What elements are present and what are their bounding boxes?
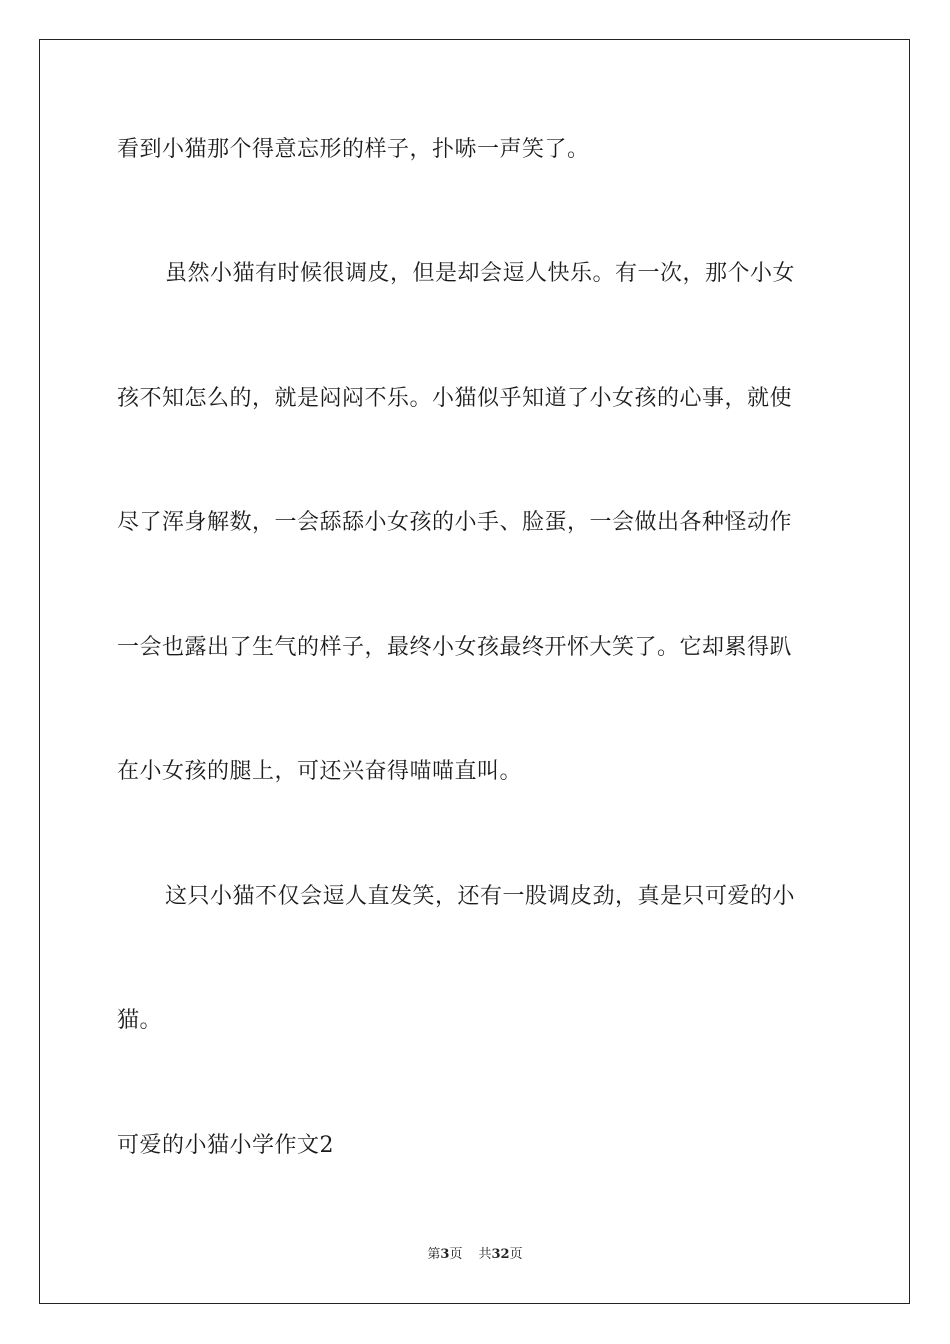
page-label-suffix: 页 [449, 1247, 463, 1262]
body-line-4: 尽了浑身解数，一会舔舔小女孩的小手、脸蛋，一会做出各种怪动作 [117, 510, 793, 535]
body-line-1: 看到小猫那个得意忘形的样子，扑哧一声笑了。 [117, 137, 590, 162]
body-line-7: 这只小猫不仅会逗人直发笑，还有一股调皮劲，真是只可爱的小 [165, 884, 796, 909]
body-line-2: 虽然小猫有时候很调皮，但是却会逗人快乐。有一次，那个小女 [165, 261, 796, 286]
current-page-number: 3 [440, 1247, 450, 1262]
total-page-number: 32 [491, 1247, 510, 1262]
total-label-suffix: 页 [509, 1247, 523, 1262]
body-line-6: 在小女孩的腿上，可还兴奋得喵喵直叫。 [117, 759, 523, 784]
page-label-prefix: 第 [427, 1247, 441, 1262]
total-label-prefix: 共 [478, 1247, 492, 1262]
body-line-5: 一会也露出了生气的样子，最终小女孩最终开怀大笑了。它却累得趴 [117, 635, 793, 660]
page-border [39, 39, 910, 1304]
body-line-8: 猫。 [117, 1008, 163, 1033]
page-footer [0, 1246, 950, 1264]
section-heading: 可爱的小猫小学作文2 [117, 1133, 334, 1158]
body-line-3: 孩不知怎么的，就是闷闷不乐。小猫似乎知道了小女孩的心事，就使 [117, 386, 793, 411]
